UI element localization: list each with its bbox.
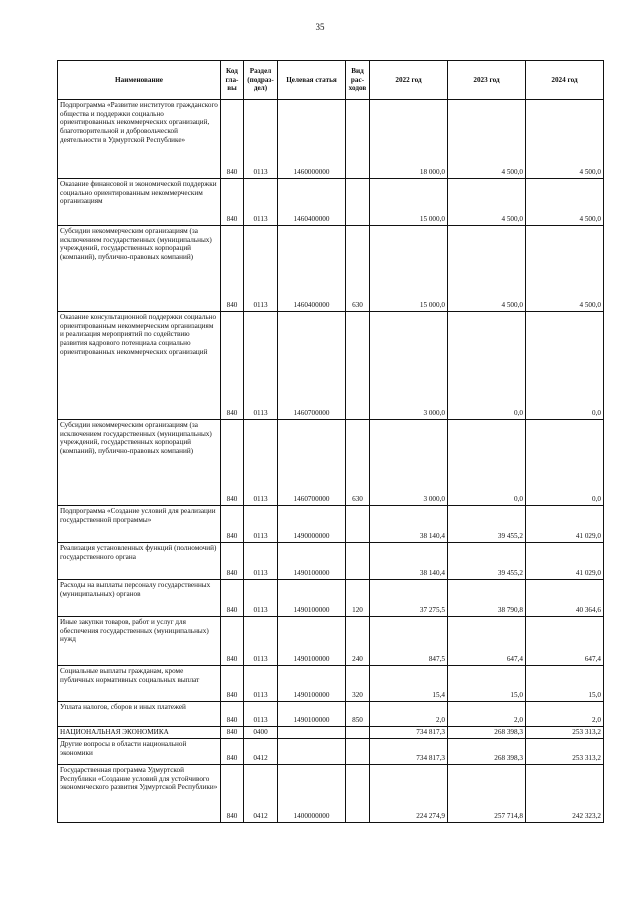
row-2022: 847,5 — [370, 617, 448, 666]
row-name: Другие вопросы в области национальной экономики — [58, 739, 221, 765]
table-row — [58, 666, 604, 702]
header-vid: Вид рас- ходов — [346, 61, 370, 100]
row-2022: 38 140,4 — [370, 543, 448, 580]
row-vid: 240 — [346, 617, 370, 666]
row-article: 1460700000 — [278, 420, 346, 506]
row-name: Оказание финансовой и экономической поддержки социально ориентированным некоммерческим организациям — [58, 179, 221, 226]
row-vid — [346, 100, 370, 179]
row-vid: 320 — [346, 666, 370, 702]
row-2022: 3 000,0 — [370, 420, 448, 506]
row-vid: 120 — [346, 580, 370, 617]
row-article: 1490000000 — [278, 506, 346, 543]
row-article: 1460400000 — [278, 226, 346, 312]
row-article — [278, 727, 346, 739]
row-name: Уплата налогов, сборов и иных платежей — [58, 702, 221, 727]
table-row — [58, 702, 604, 727]
row-2022: 734 817,3 — [370, 739, 448, 765]
row-code: 840 — [221, 739, 244, 765]
row-2022: 37 275,5 — [370, 580, 448, 617]
row-section: 0113 — [244, 617, 278, 666]
row-article — [278, 739, 346, 765]
row-section: 0113 — [244, 543, 278, 580]
table-row — [58, 765, 604, 823]
header-code: Код гла- вы — [221, 61, 244, 100]
row-2023: 4 500,0 — [448, 100, 526, 179]
row-vid — [346, 312, 370, 420]
row-2024: 40 364,6 — [526, 580, 604, 617]
row-2023: 38 790,8 — [448, 580, 526, 617]
row-2023: 39 455,2 — [448, 506, 526, 543]
table-row — [58, 617, 604, 666]
row-code: 840 — [221, 617, 244, 666]
row-code: 840 — [221, 420, 244, 506]
row-code: 840 — [221, 765, 244, 823]
row-2022: 734 817,3 — [370, 727, 448, 739]
row-section: 0113 — [244, 312, 278, 420]
row-2022: 38 140,4 — [370, 506, 448, 543]
row-2023: 0,0 — [448, 420, 526, 506]
row-vid — [346, 727, 370, 739]
row-name: Оказание консультационной поддержки социально ориентированным некоммерческим организациям и реализация мероприятий по содействию развития кадрового потенциала социально ориентированных некоммерческих организаций — [58, 312, 221, 420]
row-code: 840 — [221, 666, 244, 702]
row-code: 840 — [221, 226, 244, 312]
row-code: 840 — [221, 312, 244, 420]
row-2023: 39 455,2 — [448, 543, 526, 580]
row-article: 1460700000 — [278, 312, 346, 420]
row-2024: 15,0 — [526, 666, 604, 702]
row-2023: 268 398,3 — [448, 739, 526, 765]
budget-table — [57, 60, 604, 823]
header-article: Целевая статья — [278, 61, 346, 100]
row-code: 840 — [221, 100, 244, 179]
row-2022: 18 000,0 — [370, 100, 448, 179]
row-code: 840 — [221, 727, 244, 739]
row-2024: 0,0 — [526, 312, 604, 420]
row-2024: 4 500,0 — [526, 226, 604, 312]
row-2022: 15,4 — [370, 666, 448, 702]
row-section: 0412 — [244, 739, 278, 765]
table-row — [58, 580, 604, 617]
table-row — [58, 739, 604, 765]
row-2024: 647,4 — [526, 617, 604, 666]
row-vid — [346, 739, 370, 765]
row-2024: 242 323,2 — [526, 765, 604, 823]
row-section: 0113 — [244, 100, 278, 179]
row-article: 1460000000 — [278, 100, 346, 179]
row-vid — [346, 765, 370, 823]
row-name: Реализация установленных функций (полномочий) государственного органа — [58, 543, 221, 580]
table-row — [58, 727, 604, 739]
row-2022: 15 000,0 — [370, 179, 448, 226]
row-section: 0113 — [244, 420, 278, 506]
row-name: Субсидии некоммерческим организациям (за исключением государственных (муниципальных) учреждений, государственных корпораций (компаний), публично-правовых компаний) — [58, 226, 221, 312]
row-vid: 630 — [346, 226, 370, 312]
table-row — [58, 179, 604, 226]
row-section: 0113 — [244, 226, 278, 312]
row-2024: 41 029,0 — [526, 543, 604, 580]
row-vid — [346, 506, 370, 543]
row-2023: 0,0 — [448, 312, 526, 420]
row-name: Подпрограмма «Развитие институтов гражданского общества и поддержки социально ориентированных некоммерческих организаций, благотворительной и добровольческой деятельности в Удмуртской Республике» — [58, 100, 221, 179]
row-2024: 253 313,2 — [526, 739, 604, 765]
row-article: 1490100000 — [278, 580, 346, 617]
row-2023: 647,4 — [448, 617, 526, 666]
header-name: Наименование — [58, 61, 221, 100]
header-2022: 2022 год — [370, 61, 448, 100]
row-section: 0400 — [244, 727, 278, 739]
header-2024: 2024 год — [526, 61, 604, 100]
table-row — [58, 226, 604, 312]
row-code: 840 — [221, 702, 244, 727]
table-row — [58, 100, 604, 179]
row-2023: 268 398,3 — [448, 727, 526, 739]
table-header — [58, 61, 604, 100]
row-2022: 3 000,0 — [370, 312, 448, 420]
row-2024: 253 313,2 — [526, 727, 604, 739]
row-2024: 4 500,0 — [526, 179, 604, 226]
row-vid: 850 — [346, 702, 370, 727]
table-row — [58, 312, 604, 420]
row-name: Государственная программа Удмуртской Республики «Создание условий для устойчивого экономического развития Удмуртской Республики» — [58, 765, 221, 823]
row-vid — [346, 543, 370, 580]
row-2023: 257 714,8 — [448, 765, 526, 823]
row-article: 1400000000 — [278, 765, 346, 823]
row-2023: 4 500,0 — [448, 179, 526, 226]
row-2024: 2,0 — [526, 702, 604, 727]
row-article: 1490100000 — [278, 666, 346, 702]
row-2022: 15 000,0 — [370, 226, 448, 312]
row-name: Подпрограмма «Создание условий для реализации государственной программы» — [58, 506, 221, 543]
row-2023: 4 500,0 — [448, 226, 526, 312]
row-code: 840 — [221, 543, 244, 580]
row-name: Расходы на выплаты персоналу государственных (муниципальных) органов — [58, 580, 221, 617]
row-name: НАЦИОНАЛЬНАЯ ЭКОНОМИКА — [58, 727, 221, 739]
row-code: 840 — [221, 580, 244, 617]
row-code: 840 — [221, 179, 244, 226]
row-2023: 15,0 — [448, 666, 526, 702]
row-section: 0113 — [244, 580, 278, 617]
row-section: 0113 — [244, 506, 278, 543]
row-vid: 630 — [346, 420, 370, 506]
row-section: 0113 — [244, 179, 278, 226]
row-section: 0113 — [244, 666, 278, 702]
row-article: 1490100000 — [278, 702, 346, 727]
row-vid — [346, 179, 370, 226]
row-article: 1490100000 — [278, 617, 346, 666]
row-name: Иные закупки товаров, работ и услуг для обеспечения государственных (муниципальных) нужд — [58, 617, 221, 666]
row-name: Субсидии некоммерческим организациям (за исключением государственных (муниципальных) учреждений, государственных корпораций (компаний), публично-правовых компаний) — [58, 420, 221, 506]
row-2022: 224 274,9 — [370, 765, 448, 823]
row-name: Социальные выплаты гражданам, кроме публичных нормативных социальных выплат — [58, 666, 221, 702]
table-body — [58, 100, 604, 823]
header-section: Раздел (подраз- дел) — [244, 61, 278, 100]
row-code: 840 — [221, 506, 244, 543]
row-2023: 2,0 — [448, 702, 526, 727]
row-2024: 41 029,0 — [526, 506, 604, 543]
table-row — [58, 543, 604, 580]
row-article: 1490100000 — [278, 543, 346, 580]
row-section: 0412 — [244, 765, 278, 823]
header-2023: 2023 год — [448, 61, 526, 100]
table-row — [58, 506, 604, 543]
row-2024: 0,0 — [526, 420, 604, 506]
row-2024: 4 500,0 — [526, 100, 604, 179]
row-2022: 2,0 — [370, 702, 448, 727]
row-article: 1460400000 — [278, 179, 346, 226]
page-number: 35 — [315, 22, 325, 32]
table-row — [58, 420, 604, 506]
row-section: 0113 — [244, 702, 278, 727]
